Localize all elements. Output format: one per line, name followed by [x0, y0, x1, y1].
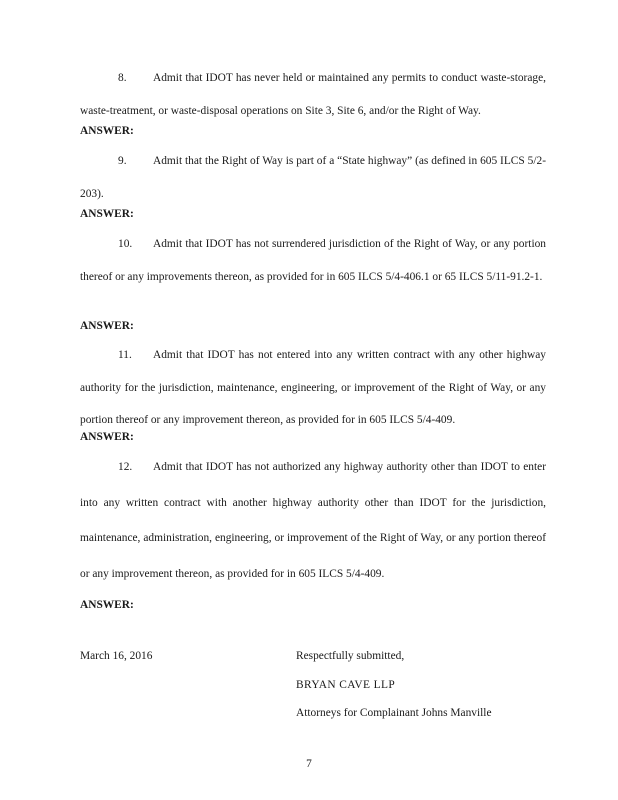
request-paragraph-9	[80, 145, 546, 210]
request-paragraph-8	[80, 62, 546, 127]
request-paragraph-11	[80, 339, 546, 437]
signature-firm: BRYAN CAVE LLP	[296, 679, 396, 691]
signature-date: March 16, 2016	[80, 650, 153, 662]
request-text: Admit that IDOT has not authorized any highway authority other than IDOT to enter into any written contract with another highway authority other than IDOT for the jurisdiction, maintenance, administration, engineering, or improvement of the Right of Way, or any portion thereof or any improvement thereon, as provided for in 605 ILCS 5/4-409.	[80, 461, 546, 580]
request-number: 10.	[118, 238, 133, 250]
request-text: Admit that IDOT has not entered into any written contract with any other highway authority for the jurisdiction, maintenance, engineering, or improvement of the Right of Way, or any portion thereof or any improvement thereon, as provided for in 605 ILCS 5/4-409.	[80, 349, 546, 426]
request-paragraph-12	[80, 450, 546, 592]
request-paragraph-10	[80, 228, 546, 293]
answer-label-9: ANSWER:	[80, 208, 134, 220]
request-number: 8.	[118, 72, 127, 84]
request-number: 9.	[118, 155, 127, 167]
answer-label-8: ANSWER:	[80, 125, 134, 137]
signature-closing: Respectfully submitted,	[296, 650, 405, 662]
signature-role: Attorneys for Complainant Johns Manville	[296, 707, 492, 719]
request-text: Admit that IDOT has never held or maintained any permits to conduct waste-storage, waste-treatment, or waste-disposal operations on Site 3, Site 6, and/or the Right of Way.	[80, 72, 546, 117]
request-text: Admit that IDOT has not surrendered jurisdiction of the Right of Way, or any portion thereof or any improvements thereon, as provided for in 605 ILCS 5/4-406.1 or 65 ILCS 5/11-91.2-1.	[80, 238, 546, 283]
answer-label-12: ANSWER:	[80, 599, 134, 611]
answer-label-11: ANSWER:	[80, 431, 134, 443]
request-number: 12.	[118, 461, 133, 473]
request-number: 11.	[118, 349, 132, 361]
page-number: 7	[306, 758, 312, 770]
request-text: Admit that the Right of Way is part of a “State highway” (as defined in 605 ILCS 5/2-203).	[80, 155, 546, 200]
answer-label-10: ANSWER:	[80, 320, 134, 332]
